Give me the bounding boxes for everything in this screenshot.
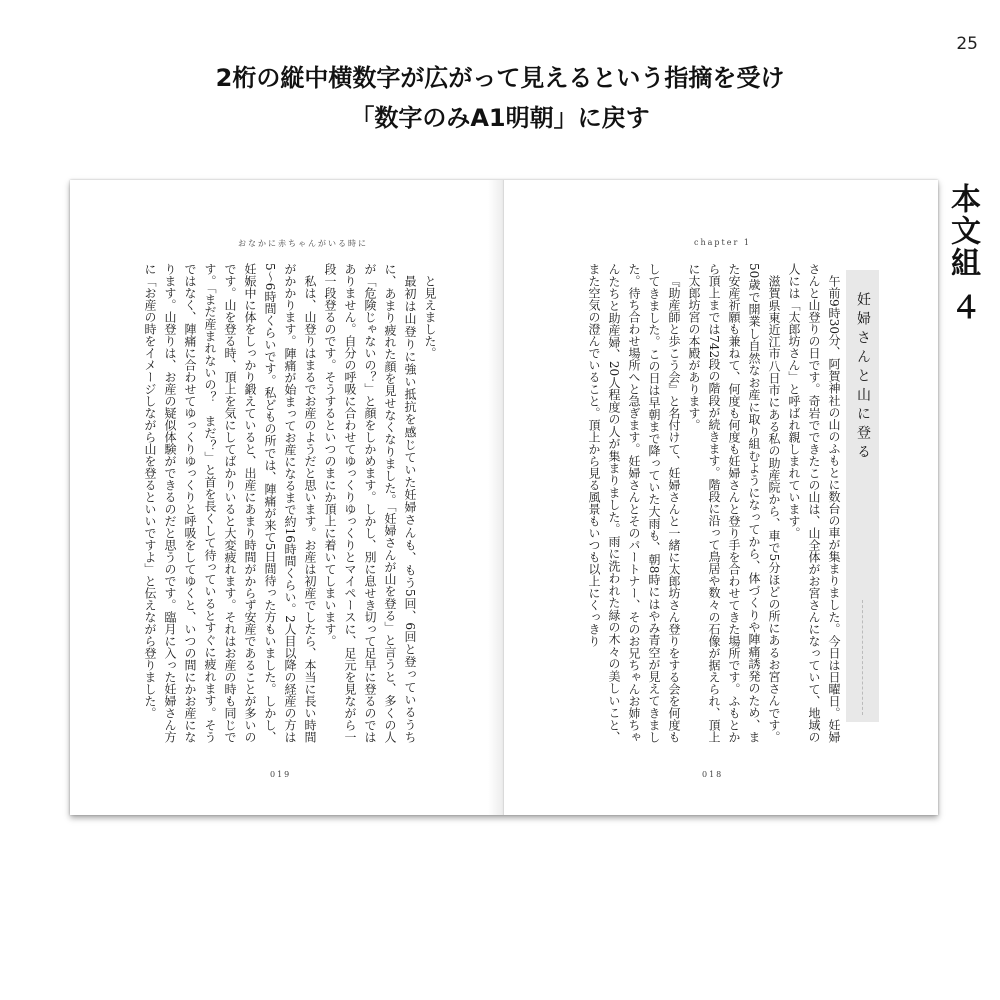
right-folio: 018 [702,770,724,779]
page-number: 25 [956,34,978,54]
left-running-head: おなかに赤ちゃんがいる時に [238,239,368,248]
side-label: 本文組 ４ [945,183,980,324]
right-paragraph: 午前9時30分、阿賀神社の山のふもとに数台の車が集まりました。今日は日曜日。妊婦さんと山登りの日です。奇岩でできたこの山は、山全体がお宮さんになっていて、地域の人には「太郎坊さん」と呼ばれ親しまれています。 [787,263,841,743]
right-paragraph: 滋賀県東近江市八日市にある私の助産院から、車で5分ほどの所にあるお宮さんです。50歳で開業し自然なお産に取り組むようになってから、体づくりや陣痛誘発のため、また安産祈願も兼ねて、何度も何度も妊婦さんと登り手を合わせてきた場所です。ふもとから頂上までは742段の階段が続きます。階段に沿って鳥居や数々の石像が据えられ、頂上に太郎坊宮の本殿があります。 [687,263,781,743]
left-paragraph: 私は、山登りはまるでお産のようだと思います。お産は初産でしたら、本当に長い時間がかかります。陣痛が始まってお産になるまで約16時間くらい。2人目以降の経産の方は5～6時間くらいです。私どもの所では、陣痛が来て5日間待った方もいました。しかし、妊娠中に体をしっかり鍛えていると、出産にあまり時間がからず安産であることが多いのです。山を登る時、頂上を気にしてばかりいると大変疲れます。それはお産の時も同じです。「まだ産まれないの？ まだ？」と首を長くして待っているとすぐに疲れます。そうではなく、陣痛に合わせてゆっくりゆっくりと呼吸をしてゆくと、いつの間にかお産になります。山登りは、お産の疑似体験ができるのだと思うのです。臨月に入った妊婦さん方に「お産の時をイメージしながら山を登るといいですよ」と伝えながら登りました。 [143,263,317,743]
right-running-head: chapter 1 [694,238,751,247]
chapter-title-box [846,270,879,722]
headline [0,58,1000,138]
right-body-text [552,263,844,743]
left-page [70,180,502,815]
headline-line-1: 2桁の縦中横数字が広がって見えるという指摘を受け [215,64,785,92]
left-paragraph: 最初は山登りに強い抵抗を感じていた妊婦さんも、もう5回、6回と登っているうちに、あまり疲れた顔を見せなくなりました。「妊婦さんが山を登る」と言うと、多くの人が「危険じゃないの？」と顔をしかめます。しかし、別に息せき切って足早に登るのではありません。自分の呼吸に合わせてゆっくりゆっくりとマイペースに、足元を見ながら一段一段登るのです。そうするといつのまにか頂上に着いてしまいます。 [323,263,417,743]
left-folio: 019 [270,770,292,779]
right-paragraph: 『助産師と歩こう会』と名付けて、妊婦さんと一緒に太郎坊さん登りをする会を何度もしてきました。この日は早朝まで降っていた大雨も、朝8時にはやみ青空が見えてきました。待ち合わせ場所へと急ぎます。妊婦さんとそのパートナー、そのお兄ちゃんお姉ちゃんたちと助産婦、20人程度の人が集まりました。雨に洗われた緑の木々の美しいこと、また空気の澄んでいること。頂上から見る風景もいつも以上にくっきり [587,263,681,743]
chapter-title: 妊婦さんと山に登る [855,292,871,463]
book-spread [70,180,938,815]
left-body-text [128,263,440,743]
title-dashed-rule [862,600,863,715]
left-paragraph: と見えました。 [423,275,437,359]
headline-line-2: 「数字のみA1明朝」に戻す [350,104,650,132]
